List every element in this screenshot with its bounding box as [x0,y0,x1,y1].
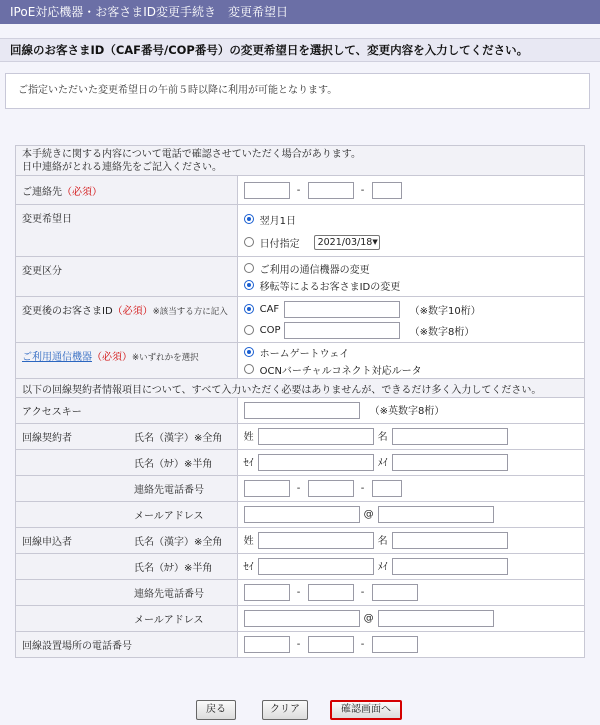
contractor-phone-2[interactable] [308,480,354,497]
notice-box: ご指定いただいた変更希望日の午前５時以降に利用が可能となります。 [5,73,590,109]
cop-radio[interactable] [244,325,254,335]
install-phone-label: 回線設置場所の電話番号 [16,632,238,658]
contractor-name-kanji-label: 回線契約者 氏名（漢字）※全角 [16,424,238,450]
access-field: （※英数字8桁） [237,398,584,424]
install-phone-1[interactable] [244,636,290,653]
contractor-mail-local[interactable] [244,506,360,523]
change-form [15,145,585,658]
contractor-name-kana: ｾｲ ﾒｲ [237,450,584,476]
applicant-name-kanji-label: 回線申込者 氏名（漢字）※全角 [16,528,238,554]
contractor-phone-3[interactable] [372,480,402,497]
contractor-mei-input[interactable] [392,428,508,445]
intro-note: 本手続きに関する内容について電話で確認させていただく場合があります。 日中連絡がとれる連絡先をご記入ください。 [16,146,585,176]
clear-button[interactable]: クリア [262,700,308,720]
applicant-mail-local[interactable] [244,610,360,627]
newid-field: CAF （※数字10桁） COP （※数字8桁） [237,297,584,343]
contractor-mail-domain[interactable] [378,506,494,523]
applicant-mei-kana-input[interactable] [392,558,508,575]
kubun-field: ご利用の通信機器の変更 移転等によるお客さまIDの変更 [237,257,584,297]
page-title-bar: IPoE対応機器・お客さまID変更手続き 変更希望日 [0,0,600,24]
contact-label: ご連絡先（必須） [16,176,238,205]
applicant-sei-kana-input[interactable] [258,558,374,575]
applicant-mail-label: メールアドレス [16,606,238,632]
info-note: 以下の回線契約者情報項目について、すべて入力いただく必要はありませんが、できるだけ多く入力してください。 [16,379,585,398]
applicant-name-kanji: 姓 名 [237,528,584,554]
applicant-name-kana-label: 氏名（ｶﾅ）※半角 [16,554,238,580]
confirm-button[interactable]: 確認画面へ [330,700,402,720]
applicant-phone-3[interactable] [372,584,418,601]
contractor-name-kana-label: 氏名（ｶﾅ）※半角 [16,450,238,476]
kubun-device-radio[interactable] [244,263,254,273]
contractor-mei-kana-input[interactable] [392,454,508,471]
contact-phone-2[interactable] [308,182,354,199]
applicant-phone-1[interactable] [244,584,290,601]
contractor-sei-input[interactable] [258,428,374,445]
access-key-input[interactable] [244,402,360,419]
applicant-mail: @ [237,606,584,632]
section-heading: 回線のお客さまID（CAF番号/COP番号）の変更希望日を選択して、変更内容を入力してください。 [0,38,600,62]
access-label: アクセスキー [16,398,238,424]
caf-input[interactable] [284,301,400,318]
caf-radio[interactable] [244,304,254,314]
contact-field: - - [237,176,584,205]
contractor-mail-label: メールアドレス [16,502,238,528]
contact-phone-1[interactable] [244,182,290,199]
install-phone: - - [237,632,584,658]
applicant-phone-label: 連絡先電話番号 [16,580,238,606]
device-field: ホームゲートウェイ OCNバーチャルコネクト対応ルータ [237,343,584,379]
newid-label: 変更後のお客さまID（必須）※該当する方に記入 [16,297,238,343]
chevron-down-icon: ▼ [372,238,378,246]
device-link[interactable]: ご利用通信機器 [22,352,92,363]
contractor-phone-label: 連絡先電話番号 [16,476,238,502]
kubun-label: 変更区分 [16,257,238,297]
date-next-month-radio[interactable] [244,214,254,224]
kubun-id-radio[interactable] [244,280,254,290]
applicant-sei-input[interactable] [258,532,374,549]
date-field: 翌月1日 日付指定 2021/03/18 ▼ [237,205,584,257]
contact-phone-3[interactable] [372,182,402,199]
device-label: ご利用通信機器（必須）※いずれかを選択 [16,343,238,379]
cop-input[interactable] [284,322,400,339]
contractor-mail: @ [237,502,584,528]
date-select[interactable]: 2021/03/18 ▼ [314,235,380,250]
applicant-phone-2[interactable] [308,584,354,601]
device-ocn-radio[interactable] [244,364,254,374]
contractor-phone: - - [237,476,584,502]
contractor-sei-kana-input[interactable] [258,454,374,471]
back-button[interactable]: 戻る [196,700,236,720]
applicant-mei-input[interactable] [392,532,508,549]
applicant-phone: - - [237,580,584,606]
date-label: 変更希望日 [16,205,238,257]
install-phone-3[interactable] [372,636,418,653]
device-hgw-radio[interactable] [244,347,254,357]
applicant-name-kana: ｾｲ ﾒｲ [237,554,584,580]
install-phone-2[interactable] [308,636,354,653]
contractor-name-kanji: 姓 名 [237,424,584,450]
contractor-phone-1[interactable] [244,480,290,497]
date-specify-radio[interactable] [244,237,254,247]
applicant-mail-domain[interactable] [378,610,494,627]
